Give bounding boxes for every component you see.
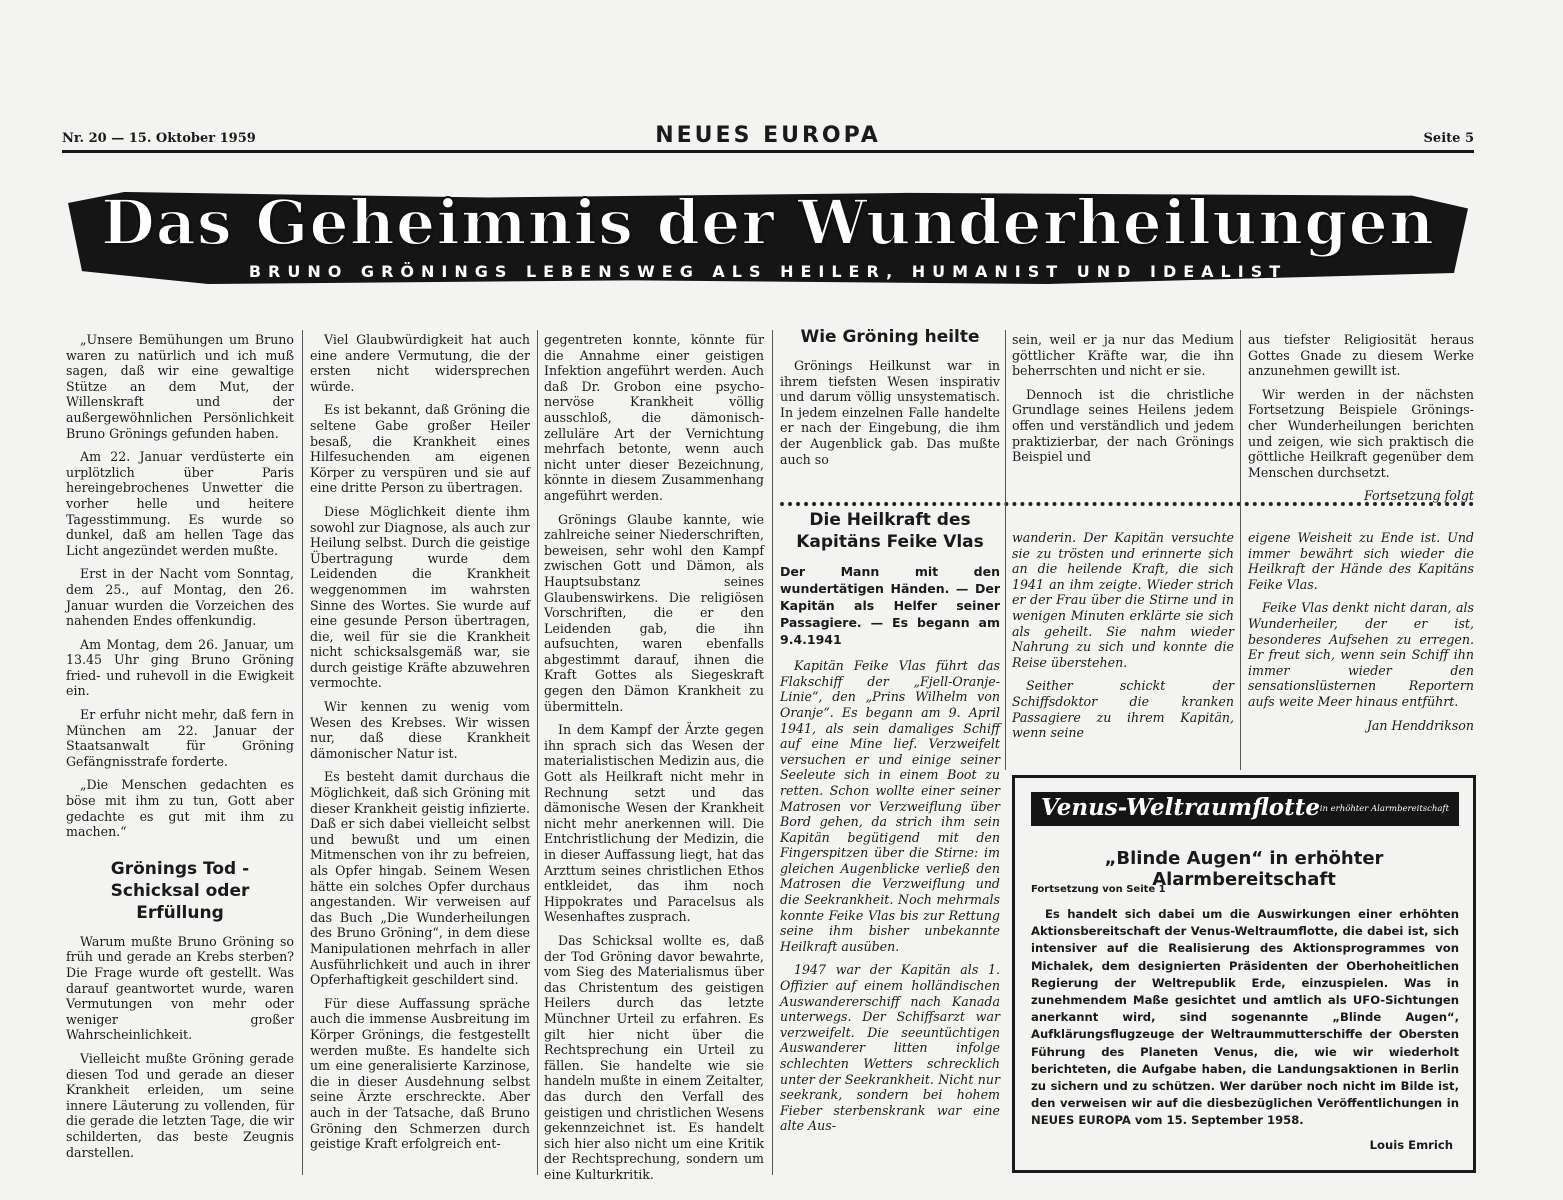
headline-subtitle: BRUNO GRÖNINGS LEBENSWEG ALS HEILER, HUMANIST UND IDEALIST — [248, 262, 1288, 281]
paragraph: Dennoch ist die christliche Grundlage seines Heilens jedem offen und verständlich und jedem praktizierbar, der nach Grönings Beispiel und — [1012, 386, 1234, 465]
column-4 — [780, 326, 1000, 1142]
paragraph: Warum mußte Bruno Gröning so früh und gerade an Krebs sterben? Die Frage wurde oft gestellt. Was darauf geantwortet wurde, waren Vermutungen von mehr oder weniger großer Wahrscheinlichkeit. — [66, 933, 294, 1043]
paragraph: Feike Vlas denkt nicht daran, als Wunderheiler, der er ist, besonderes Aufsehen zu erregen. Er freut sich, wenn sein Schiff ihn immer wieder den sensationslüsternen Reportern aufs weite Meer hinaus entführt. — [1248, 600, 1474, 709]
paragraph: Diese Möglichkeit diente ihm sowohl zur Diagnose, als auch zur Heilung selbst. Durch die geistige Übertragung wurde dem Leidenden die Krankheit weggenommen im wahrsten Sinne des Wortes. Sie wurde auf eine gesunde Person übertragen, die, weil für sie die Krankheit nicht schicksalsgemäß war, sie durch geistige Kräfte abzuwehren vermochte. — [310, 503, 530, 691]
column-2 — [310, 332, 530, 1160]
paragraph: Kapitän Feike Vlas führt das Flakschiff der „Fjell-Oranje-Linie“, den „Prins Wilhelm von Oranje“. Es begann am 9. April 1941, als sein damaliges Schiff auf eine Mine lief. Verzweifelt versuchen er und einige seiner Seeleute sich in einem Boot zu retten. Schon wollte einer seiner Matrosen vor Verzweiflung über Bord gehen, da strich ihm sein Kapitän begütigend mit den Fingerspitzen über die Stirne: im gleichen Augenblicke verließ den Matrosen die Verzweiflung und die Seekrankheit. Noch mehrmals konnte Feike Vlas bis zur Rettung seine ihm bisher unbekannte Heilkraft ausüben. — [780, 658, 1000, 954]
column-rule — [1240, 330, 1241, 770]
subheading: Die Heilkraft des Kapitäns Feike Vlas — [796, 510, 984, 553]
paragraph: Für diese Auffassung spräche auch die immense Ausbreitung im Körper Grönings, die festgestellt werden mußte. Es handelte sich um eine generalisierte Karzinose, die in dieser Ausdehnung selbst seine Ärzte erschreckte. Aber auch in der Tatsache, daß Bruno Gröning den Schmerzen durch geistige Kraft erfolgreich ent- — [310, 995, 530, 1152]
column-6 — [1248, 332, 1474, 512]
paragraph: Es besteht damit durchaus die Möglichkeit, daß sich Gröning mit dieser Krankheit geistig infizierte. Daß er sich dabei vielleicht selbst und bewußt und um einen Mitmenschen von ihr zu befreien, als Opfer hingab. Seinem Wesen hätte ein solches Opfer durchaus angestanden. Wir verweisen auf das Buch „Die Wunderheilungen des Bruno Gröning“, in dem diese Manipulationen mehrfach in aller Ausführlichkeit und auch in ihrer Opferhaftigkeit geschildert sind. — [310, 769, 530, 988]
headline-title: Das Geheimnis der Wunderheilungen — [100, 186, 1436, 259]
paragraph: wanderin. Der Kapitän versuchte sie zu trösten und erinnerte sich an die heilende Kraft, die sich 1941 an ihm zeigte. Wieder strich er der Frau über die Stirne und in wenigen Minuten erklärte sie sich als geheilt. Sie nahm wieder Nahrung zu sich und konnte die Reise überstehen. — [1012, 530, 1234, 670]
column-6-lower — [1248, 530, 1474, 741]
venus-notice-box — [1012, 775, 1476, 1173]
paragraph: 1947 war der Kapitän als 1. Offizier auf einem holländischen Auswandererschiff nach Kanada unterwegs. Der Schiffsarzt war verzweifelt. Die seeuntüchtigen Auswanderer litten infolge schlechten Wetters schrecklich unter der Seekrankheit. Nicht nur seekrank, sondern bei hohem Fieber sterbenskrank war eine alte Aus- — [780, 962, 1000, 1134]
column-rule — [772, 330, 773, 1175]
masthead — [62, 122, 1474, 153]
continuation-note: Fortsetzung folgt — [1363, 488, 1474, 504]
paragraph: Das Schicksal wollte es, daß der Tod Gröning davor bewahrte, vom Sieg des Materialismus über das Christentum des geistigen Heilers durch das letzte Münchner Urteil zu erfahren. Es gilt hier nicht über die Rechtsprechung ein Urteil zu fällen. Sie handelte wie sie handeln mußte in einem Zeitalter, das durch den Verfall des geistigen und christlichen Wesens gekennzeichnet ist. Es handelt sich hier also nicht um eine Kritik der Rechtsprechung, sondern um eine Kulturkritik. — [544, 932, 764, 1182]
venus-author: Louis Emrich — [1369, 1138, 1453, 1152]
venus-continued: Fortsetzung von Seite 1 — [1031, 884, 1166, 895]
column-rule — [1005, 330, 1006, 770]
paragraph: Seither schickt der Schiffsdoktor die kranken Passagiere zu ihrem Kapitän, wenn seine — [1012, 678, 1234, 741]
page-number: Seite 5 — [1423, 131, 1474, 146]
paragraph: gegentreten konnte, könnte für die Annahme einer geistigen Infektion angeführt werden. Auch daß Dr. Grobon eine psycho-nervöse Krankheit völlig ausschloß, die dämonisch-zelluläre Art der Vernichtung mehrfach betonte, wenn auch nicht unter dieser Bezeichnung, könnte in diesem Zusammenhang angeführt werden. — [544, 332, 764, 503]
venus-logo-banner — [1031, 792, 1459, 826]
paragraph: Grönings Glaube kannte, wie zahlreiche seiner Niederschriften, beweisen, sehr wohl den Kampf zwischen Gott und Dämon, als Hauptsubstanz seines Glaubenswirkens. Die religiösen Vorschriften, die er den Leidenden gab, die ihn aufsuchten, waren ebenfalls abgestimmt darauf, ihnen die Kraft Gottes als Siegeskraft gegen den Dämon Krankheit zu übermitteln. — [544, 511, 764, 714]
paragraph: Es ist bekannt, daß Gröning die seltene Gabe großer Heiler besaß, die Krankheit eines Hilfesuchenden am eigenen Körper zu verspüren und sie auf eine dritte Person zu übertragen. — [310, 402, 530, 496]
paragraph: eigene Weisheit zu Ende ist. Und immer bewährt sich wieder die Heilkraft der Hände des Kapitäns Feike Vlas. — [1248, 530, 1474, 592]
paragraph: sein, weil er ja nur das Medium göttlicher Kräfte war, die ihn beherrschten und nicht er sie. — [1012, 332, 1234, 379]
paragraph: aus tiefster Religiosität heraus Gottes Gnade zu diesem Werke anzunehmen gewillt ist. — [1248, 332, 1474, 379]
subheading: Wie Gröning heilte — [800, 327, 980, 347]
venus-logo-subtitle: in erhöhter Alarmbereitschaft — [1319, 804, 1449, 814]
subheading: Grönings Tod - Schicksal oder Erfüllung — [110, 858, 250, 923]
paragraph: Vielleicht mußte Gröning gerade diesen Tod und gerade an dieser Krankheit erleiden, um seine innere Läuterung zu vollenden, für die gerade die letzten Tage, die wir schilderten, das beste Zeugnis darstellen. — [66, 1050, 294, 1160]
article-deck: Der Mann mit den wundertätigen Händen. — Der Kapitän als Helfer seiner Passagiere. — Es begann am 9.4.1941 — [780, 564, 1000, 648]
paragraph: „Die Menschen gedachten es böse mit ihm zu tun, Gott aber gedachte es gut mit ihm zu machen.“ — [66, 777, 294, 840]
column-rule — [537, 330, 538, 1175]
column-1 — [66, 332, 294, 1168]
paragraph: Wir werden in der nächsten Fortsetzung Beispiele Gröningscher Wunderheilungen berichten und zeigen, wie sich praktisch die göttliche Heilkraft gegenüber dem Menschen durchsetzt. — [1248, 386, 1474, 480]
paragraph: „Unsere Bemühungen um Bruno waren zu natürlich und ich muß sagen, daß wir eine gewaltige Stütze an dem Mut, der Willenskraft und der außergewöhnlichen Persönlichkeit Bruno Grönings gefunden haben. — [66, 332, 294, 441]
paragraph: Erst in der Nacht vom Sonntag, dem 25., auf Montag, den 26. Januar wurden die Vorzeichen des nahenden Endes offenkundig. — [66, 566, 294, 629]
column-5 — [1012, 332, 1234, 473]
venus-body — [1031, 906, 1459, 1130]
paragraph: Er erfuhr nicht mehr, daß fern in München am 22. Januar der Staatsanwalt für Gröning Gefängnisstrafe forderte. — [66, 707, 294, 769]
issue-date: Nr. 20 — 15. Oktober 1959 — [62, 131, 256, 146]
column-rule — [302, 330, 303, 1175]
paragraph: Grönings Heilkunst war in ihrem tiefsten Wesen inspirativ und darum völlig unsystematisch. In jedem einzelnen Falle handelte er nach der Eingebung, die ihm der Augenblick gab. Das mußte auch so — [780, 358, 1000, 467]
column-5-lower — [1012, 530, 1234, 749]
paragraph: Am Montag, dem 26. Januar, um 13.45 Uhr ging Bruno Gröning fried- und ruhevoll in die Ewigkeit ein. — [66, 636, 294, 699]
paragraph: Es handelt sich dabei um die Auswirkungen einer erhöhten Aktionsbereitschaft der Venus-Weltraumflotte, die dabei ist, sich intensiver auf die Realisierung des Aktionsprogrammes von Michalek, dem designierten Präsidenten der Oberhoheitlichen Regierung der Weltrepublik Erde, einzuspielen. Was in zunehmendem Maße gesichtet und amtlich als UFO-Sichtungen anerkannt wird, sind sogenannte „Blinde Augen“, Aufklärungsflugzeuge der Weltraummutterschiffe der Obersten Führung des Planeten Venus, die, wie wir wiederholt berichteten, die Aufgabe haben, die Landungsaktionen in Berlin zu sichern und zu schützen. Wer darüber noch nicht im Bilde ist, den verweisen wir auf die diesbezüglichen Veröffentlichungen in NEUES EUROPA vom 15. September 1958. — [1031, 907, 1459, 1128]
paragraph: In dem Kampf der Ärzte gegen ihn sprach sich das Wesen der materialistischen Medizin aus, die Gott als Heilkraft nicht mehr in Rechnung setzt und das dämonische Wesen der Krankheit nicht mehr anerkennen will. Die Entchristlichung der Medizin, die in dieser Auffassung liegt, hat das Arzttum seines christlichen Ethos entkleidet, das ihm noch Hippokrates und Paracelsus als Wesenhaftes zusprach. — [544, 722, 764, 925]
paragraph: Am 22. Januar verdüsterte ein urplötzlich über Paris hereingebrochenes Unwetter die vorher helle und heitere Tagesstimmung. Es wurde so dunkel, daß am hellen Tage das Licht angezündet werden mußte. — [66, 449, 294, 558]
paragraph: Wir kennen zu wenig vom Wesen des Krebses. Wir wissen nur, daß diese Krankheit dämonischer Natur ist. — [310, 699, 530, 761]
venus-logo: Venus-Weltraumflotte — [1041, 794, 1321, 821]
venus-title: „Blinde Augen“ in erhöhter Alarmbereitschaft — [1104, 848, 1384, 890]
paragraph: Viel Glaubwürdigkeit hat auch eine andere Vermutung, die der ersten nicht widersprechen würde. — [310, 332, 530, 394]
column-3 — [544, 332, 764, 1190]
author-signature: Jan Henddrikson — [1366, 717, 1474, 733]
newspaper-name: NEUES EUROPA — [655, 123, 881, 148]
